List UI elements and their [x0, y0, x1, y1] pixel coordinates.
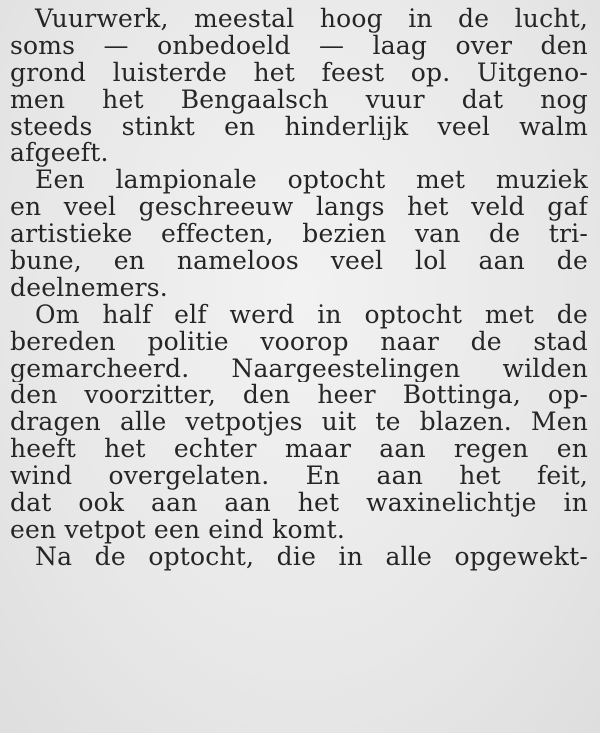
text-line: Een lampionale optocht met muziek — [35, 167, 588, 195]
text-line: deelnemers. — [10, 274, 168, 302]
text-line: Om half elf werd in optocht met de — [35, 301, 588, 329]
text-line: steeds stinkt en hinderlijk veel walm — [10, 113, 588, 141]
text-line: grond luisterde het feest op. Uitgeno- — [10, 59, 588, 87]
article-column — [10, 6, 588, 571]
text-line: men het Bengaalsch vuur dat nog — [10, 86, 588, 114]
paragraph-2 — [10, 167, 588, 301]
text-line: den voorzitter, den heer Bottinga, op- — [10, 382, 588, 410]
text-line: heeft het echter maar aan regen en — [10, 436, 588, 464]
text-line: bune, en nameloos veel lol aan de — [10, 248, 588, 275]
text-line: dragen alle vetpotjes uit te blazen. Men — [10, 409, 588, 437]
paragraph-4 — [10, 544, 588, 571]
text-line: Na de optocht, die in alle opgewekt- — [35, 543, 588, 571]
text-line: gemarcheerd. Naargeestelingen wilden — [10, 355, 588, 383]
text-line: een vetpot een eind komt. — [10, 516, 346, 544]
text-line: artistieke effecten, bezien van de tri- — [10, 221, 588, 249]
text-line: dat ook aan aan het waxinelichtje in — [10, 490, 588, 517]
paragraph-1 — [10, 6, 588, 167]
text-line: soms — onbedoeld — laag over den — [10, 32, 588, 60]
text-line: bereden politie voorop naar de stad — [10, 328, 588, 356]
paragraph-3 — [10, 302, 588, 544]
text-line: wind overgelaten. En aan het feit, — [10, 463, 588, 491]
text-line: en veel geschreeuw langs het veld gaf — [10, 194, 588, 222]
text-line: Vuurwerk, meestal hoog in de lucht, — [35, 6, 588, 33]
text-line: afgeeft. — [10, 140, 109, 168]
